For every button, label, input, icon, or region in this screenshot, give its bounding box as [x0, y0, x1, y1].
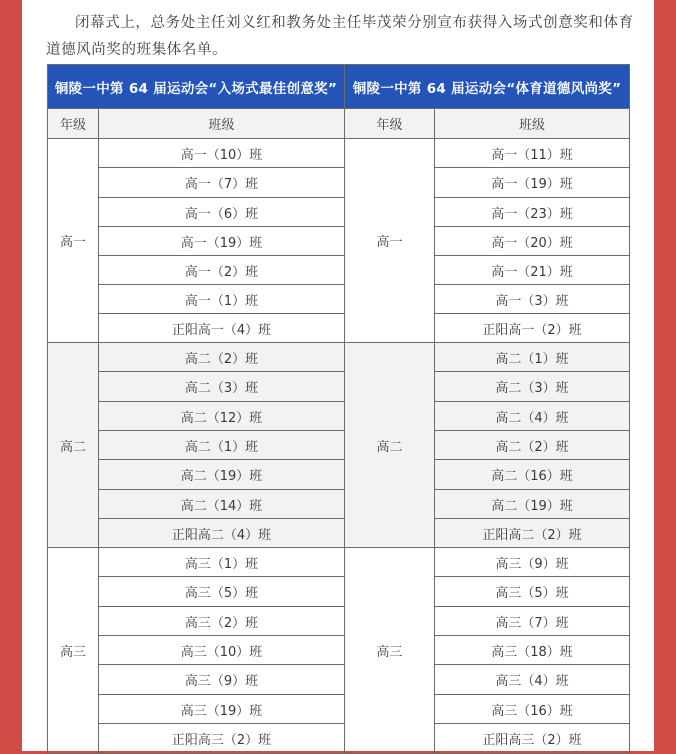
- class-cell-creative: 高二（2）班: [99, 343, 345, 372]
- table-row: [48, 665, 630, 695]
- intro-paragraph: [46, 10, 646, 64]
- column-header-row: [48, 109, 630, 139]
- class-cell-sportsmanship: 高一（23）班: [435, 198, 630, 227]
- class-cell-sportsmanship: 高二（2）班: [435, 431, 630, 460]
- col-header-grade-left: 年级: [48, 109, 99, 139]
- class-cell-creative: 高一（2）班: [99, 256, 345, 285]
- class-cell-sportsmanship: 高一（11）班: [435, 139, 630, 168]
- class-cell-creative: 高一（19）班: [99, 227, 345, 256]
- class-cell-sportsmanship: 高二（1）班: [435, 343, 630, 372]
- class-cell-creative: 高三（9）班: [99, 665, 345, 695]
- class-cell-sportsmanship: 正阳高二（2）班: [435, 519, 630, 548]
- table-row: [48, 724, 630, 754]
- class-cell-sportsmanship: 高二（16）班: [435, 460, 630, 490]
- title-sportsmanship-award: 铜陵一中第 64 届运动会“体育道德风尚奖”: [345, 65, 630, 109]
- class-cell-creative: 高三（2）班: [99, 607, 345, 636]
- class-cell-sportsmanship: 高三（9）班: [435, 548, 630, 577]
- table-row: [48, 139, 630, 168]
- table-row: [48, 314, 630, 343]
- class-cell-sportsmanship: 高三（16）班: [435, 695, 630, 724]
- table-row: [48, 372, 630, 402]
- class-cell-sportsmanship: 正阳高三（2）班: [435, 724, 630, 754]
- table-row: [48, 227, 630, 256]
- table-row: [48, 577, 630, 607]
- table-row: [48, 607, 630, 636]
- grade-cell-left: 高二: [48, 343, 99, 548]
- table-row: [48, 490, 630, 519]
- grade-cell-left: 高三: [48, 548, 99, 754]
- class-cell-sportsmanship: 正阳高一（2）班: [435, 314, 630, 343]
- class-cell-creative: 高二（12）班: [99, 402, 345, 431]
- intro-text: 闭幕式上，总务处主任刘义红和教务处主任毕茂荣分别宣布获得入场式创意奖和体育道德风尚奖的班集体名单。: [46, 15, 634, 58]
- class-cell-creative: 高二（3）班: [99, 372, 345, 402]
- class-cell-creative: 高三（1）班: [99, 548, 345, 577]
- class-cell-sportsmanship: 高一（20）班: [435, 227, 630, 256]
- table-row: [48, 431, 630, 460]
- class-cell-creative: 高一（10）班: [99, 139, 345, 168]
- class-cell-creative: 高二（1）班: [99, 431, 345, 460]
- table-row: [48, 402, 630, 431]
- class-cell-sportsmanship: 高二（4）班: [435, 402, 630, 431]
- table-row: [48, 636, 630, 665]
- class-cell-sportsmanship: 高一（19）班: [435, 168, 630, 198]
- class-cell-creative: 高三（10）班: [99, 636, 345, 665]
- class-cell-sportsmanship: 高三（4）班: [435, 665, 630, 695]
- grade-cell-right: 高一: [345, 139, 435, 343]
- grade-cell-left: 高一: [48, 139, 99, 343]
- class-cell-creative: 高三（5）班: [99, 577, 345, 607]
- class-cell-sportsmanship: 高三（18）班: [435, 636, 630, 665]
- table-row: [48, 343, 630, 372]
- grade-cell-right: 高二: [345, 343, 435, 548]
- class-cell-sportsmanship: 高三（5）班: [435, 577, 630, 607]
- col-header-grade-right: 年级: [345, 109, 435, 139]
- grade-cell-right: 高三: [345, 548, 435, 754]
- class-cell-creative: 正阳高三（2）班: [99, 724, 345, 754]
- table-row: [48, 285, 630, 314]
- table-row: [48, 519, 630, 548]
- class-cell-creative: 高二（14）班: [99, 490, 345, 519]
- article-page: [22, 0, 654, 751]
- class-cell-sportsmanship: 高二（19）班: [435, 490, 630, 519]
- class-cell-creative: 高一（1）班: [99, 285, 345, 314]
- col-header-class-right: 班级: [435, 109, 630, 139]
- awards-table-body: [48, 109, 630, 754]
- class-cell-creative: 高三（19）班: [99, 695, 345, 724]
- table-row: [48, 168, 630, 198]
- table-row: [48, 695, 630, 724]
- table-row: [48, 256, 630, 285]
- class-cell-creative: 高二（19）班: [99, 460, 345, 490]
- table-row: [48, 198, 630, 227]
- col-header-class-left: 班级: [99, 109, 345, 139]
- table-row: [48, 548, 630, 577]
- class-cell-creative: 高一（7）班: [99, 168, 345, 198]
- class-cell-sportsmanship: 高一（3）班: [435, 285, 630, 314]
- title-creative-award: 铜陵一中第 64 届运动会“入场式最佳创意奖”: [48, 65, 345, 109]
- table-row: [48, 460, 630, 490]
- class-cell-creative: 高一（6）班: [99, 198, 345, 227]
- awards-table: [47, 64, 630, 754]
- class-cell-creative: 正阳高一（4）班: [99, 314, 345, 343]
- class-cell-sportsmanship: 高一（21）班: [435, 256, 630, 285]
- class-cell-sportsmanship: 高二（3）班: [435, 372, 630, 402]
- class-cell-sportsmanship: 高三（7）班: [435, 607, 630, 636]
- class-cell-creative: 正阳高二（4）班: [99, 519, 345, 548]
